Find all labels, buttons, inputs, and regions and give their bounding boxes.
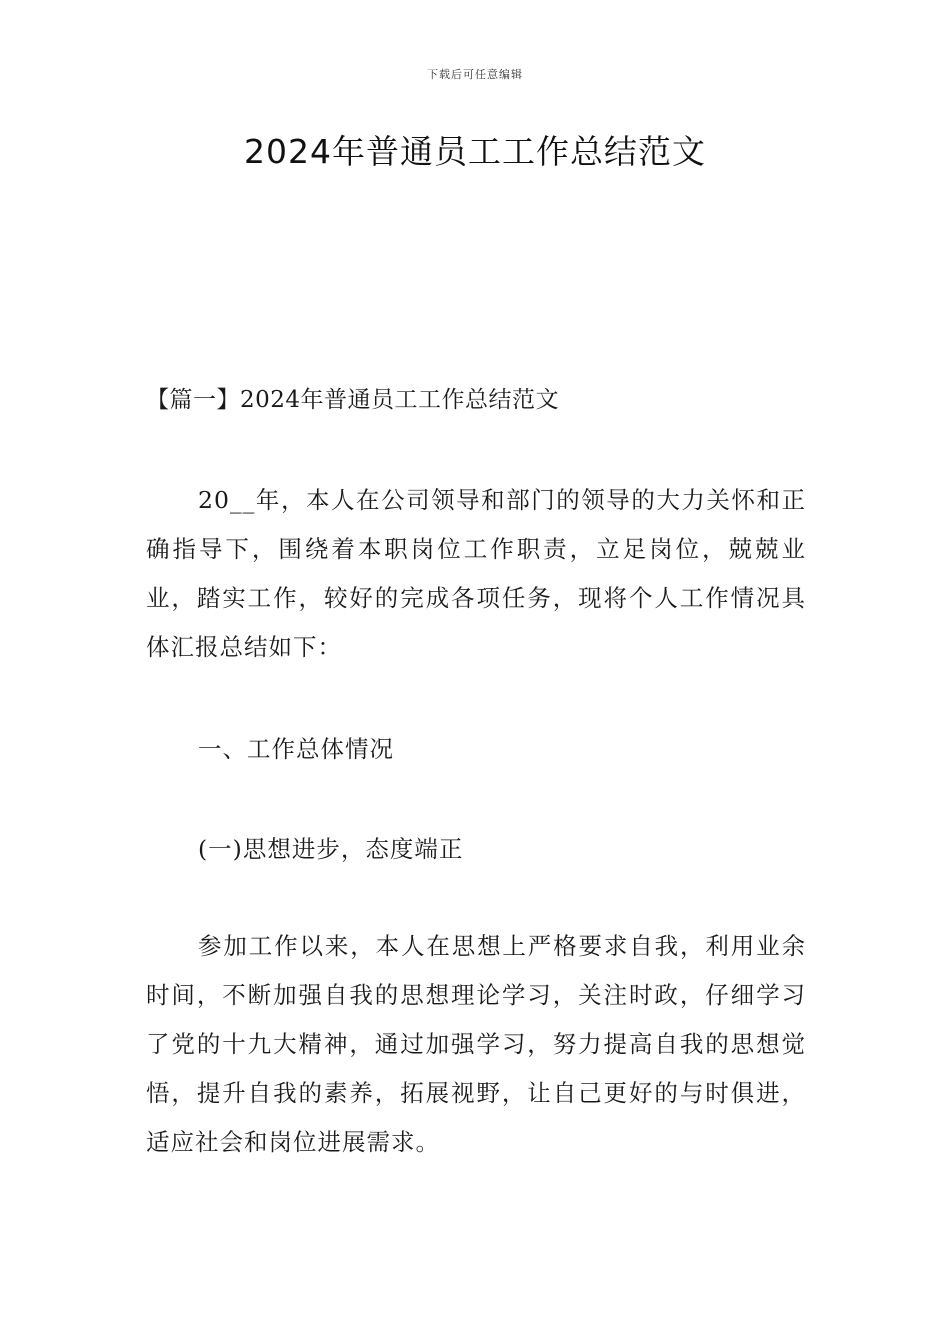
section-heading: 【篇一】2024年普通员工工作总结范文 bbox=[146, 387, 560, 413]
intro-paragraph: 20__年，本人在公司领导和部门的领导的大力关怀和正确指导下，围绕着本职岗位工作职责，立足岗位，兢兢业业，踏实工作，较好的完成各项任务，现将个人工作情况具体汇报总结如下： bbox=[146, 486, 806, 661]
heading-work-overview: 一、工作总体情况 bbox=[198, 735, 394, 763]
body-paragraph: 参加工作以来，本人在思想上严格要求自我，利用业余时间，不断加强自我的思想理论学习，关注时政，仔细学习了党的十九大精神，通过加强学习，努力提高自我的思想觉悟，提升自我的素养，拓展视野，让自己更好的与时俱进，适应社会和岗位进展需求。 bbox=[146, 932, 806, 1156]
document-title: 2024年普通员工工作总结范文 bbox=[244, 132, 706, 171]
heading-thought-progress: (一)思想进步，态度端正 bbox=[198, 835, 464, 863]
header-note: 下载后可任意编辑 bbox=[427, 68, 523, 81]
